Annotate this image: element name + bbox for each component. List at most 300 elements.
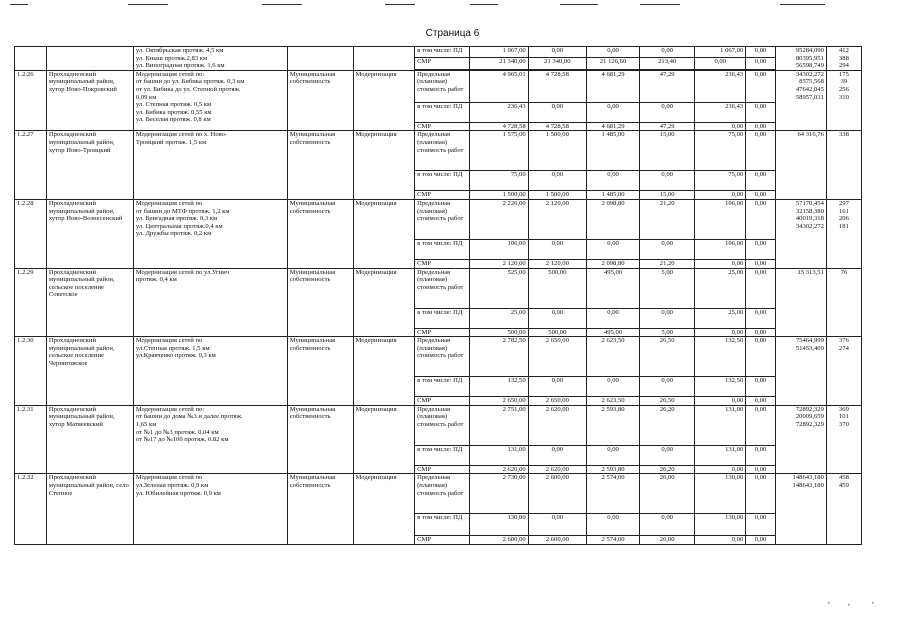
value-cell: 15,00	[640, 131, 695, 171]
table-row	[15, 268, 862, 308]
top-scan-mark	[470, 4, 498, 5]
value-cell: 25,00	[470, 308, 528, 328]
type-cell: Модернизация	[353, 337, 415, 406]
value-cell: 0,00	[746, 377, 776, 397]
value-cell: 495,00	[587, 268, 640, 308]
table-row	[15, 405, 862, 445]
row-number: 1.2.28	[15, 199, 47, 268]
text-line: ул. Дружбы протяж. 0,2 км	[135, 230, 212, 238]
row-label: в том числе: ПД	[415, 445, 470, 465]
num-cell	[826, 70, 861, 131]
value-cell: 0,00	[746, 405, 776, 445]
value-cell: 236,43	[695, 70, 746, 102]
top-scan-mark	[262, 4, 302, 5]
value-cell: 2 098,80	[587, 199, 640, 239]
value-cell: 5,00	[640, 268, 695, 308]
row-label: СМР	[415, 328, 470, 337]
text-line: от №1 до №3 протяж. 0.04 км	[135, 428, 219, 436]
text-line: 58957,031	[795, 93, 824, 101]
value-cell: 25,00	[695, 308, 746, 328]
text-line: Модернизация сетей по	[135, 337, 203, 345]
value-cell: 26,00	[640, 536, 695, 545]
value-cell: 0,00	[640, 445, 695, 465]
value-cell: 0,00	[587, 47, 640, 58]
value-cell: 25,00	[695, 268, 746, 308]
value-cell: 0,00	[746, 199, 776, 239]
row-label: Предельная (плановая) стоимость работ	[415, 70, 470, 102]
type-cell: Модернизация	[353, 405, 415, 474]
value-cell: 500,00	[528, 268, 586, 308]
code-cell	[775, 70, 826, 131]
value-cell: 4 681,29	[587, 70, 640, 102]
type-cell: Модернизация	[353, 268, 415, 337]
text-line: от башни до МТФ протяж. 1,2 км	[135, 207, 230, 215]
table-row	[15, 47, 862, 58]
value-cell: 131,00	[695, 445, 746, 465]
value-cell: 0,00	[695, 465, 746, 474]
value-cell: 0,00	[746, 268, 776, 308]
value-cell: 0,00	[746, 474, 776, 514]
text-line: 20009,659	[795, 413, 824, 421]
value-cell: 21 126,60	[587, 58, 640, 69]
value-cell: 132,50	[695, 377, 746, 397]
value-cell: 0,00	[746, 47, 776, 58]
value-cell: 47,29	[640, 122, 695, 131]
text-line: ул. Бригадная протяж. 0,3 км	[135, 215, 218, 223]
text-line: 148643,180	[792, 474, 824, 482]
code-cell	[775, 405, 826, 474]
value-cell: 0,00	[746, 259, 776, 268]
row-label: Предельная (плановая) стоимость работ	[415, 131, 470, 171]
num-cell	[826, 47, 861, 71]
value-cell: 1 500,00	[470, 191, 528, 200]
value-cell: 0,00	[640, 308, 695, 328]
text-line: Модернизация сетей по ул.Угнич	[135, 268, 230, 276]
ownership-cell: Муниципальная собственность	[287, 268, 353, 337]
value-cell: 2 623,50	[587, 397, 640, 406]
value-cell: 0,00	[528, 377, 586, 397]
text-line: 161	[838, 207, 849, 215]
text-line: 47642,045	[795, 85, 824, 93]
value-cell: 0,00	[746, 102, 776, 122]
value-cell: 0,00	[640, 102, 695, 122]
value-cell: 0,00	[695, 328, 746, 337]
text-line: 39	[840, 78, 848, 86]
top-scan-mark	[128, 4, 168, 5]
text-line: 72892,329	[795, 420, 824, 428]
text-line: ул.Кравченко протяж. 0,3 км	[135, 352, 216, 360]
value-cell: 1 500,00	[528, 191, 586, 200]
text-line: 459	[838, 481, 849, 489]
value-cell: 0,00	[746, 514, 776, 536]
value-cell: 26,50	[640, 397, 695, 406]
value-cell: 4 681,29	[587, 122, 640, 131]
text-line: 57170,454	[795, 199, 824, 207]
value-cell: 1 575,00	[470, 131, 528, 171]
row-label: Предельная (плановая) стоимость работ	[415, 337, 470, 377]
text-line: Троицкий протяж. 1,5 км	[135, 138, 207, 146]
text-line: 0,09 км	[135, 93, 157, 101]
value-cell: 130,00	[470, 514, 528, 536]
description-cell	[133, 405, 287, 474]
top-description	[133, 47, 287, 71]
value-cell: 2 600,00	[528, 536, 586, 545]
value-cell: 131,00	[695, 405, 746, 445]
value-cell: 2 593,80	[587, 405, 640, 445]
value-cell: 26,00	[640, 474, 695, 514]
value-cell: 75,00	[695, 131, 746, 171]
text-line: от башни до дома №3 и далее протяж.	[135, 413, 243, 421]
value-cell: 495,00	[587, 328, 640, 337]
code-cell	[775, 131, 826, 200]
text-line: ул.Степная протяж. 1,5 км	[135, 344, 210, 352]
value-cell: 2 600,00	[528, 474, 586, 514]
text-line: ул.Зеленая протяж. 0,9 км	[135, 481, 209, 489]
value-cell: 4 728,58	[470, 122, 528, 131]
value-cell: 2 600,00	[470, 536, 528, 545]
value-cell: 0,00	[695, 122, 746, 131]
row-label: в том числе: ПД	[415, 514, 470, 536]
value-cell: 0,00	[746, 171, 776, 191]
value-cell: 0,00	[695, 259, 746, 268]
top-scan-mark	[780, 4, 825, 5]
value-cell: 0,00	[528, 514, 586, 536]
value-cell: 4 965,01	[470, 70, 528, 102]
num-cell	[826, 337, 861, 406]
text-line: 32158,380	[795, 207, 824, 215]
value-cell: 0,00	[528, 47, 586, 58]
text-line: 256	[838, 85, 849, 93]
text-line: от №17 до №100 протяж. 0.82 км	[135, 436, 229, 444]
description-cell	[133, 70, 287, 131]
value-cell: 21 340,00	[528, 58, 586, 69]
row-label: СМР	[415, 397, 470, 406]
text-line: 56598,749	[795, 62, 824, 70]
text-line: 376	[838, 337, 849, 345]
value-cell: 0,00	[695, 191, 746, 200]
text-line: 15 313,51	[797, 268, 824, 276]
text-line: 181	[838, 222, 849, 230]
value-cell: 0,00	[746, 465, 776, 474]
value-cell: 106,00	[695, 199, 746, 239]
row-number: 1.2.31	[15, 405, 47, 474]
value-cell: 2 730,00	[470, 474, 528, 514]
value-cell: 0,00	[695, 536, 746, 545]
row-label: Предельная (плановая) стоимость работ	[415, 405, 470, 445]
text-line: 338	[838, 131, 849, 139]
type-cell: Модернизация	[353, 131, 415, 200]
value-cell: 0,00	[528, 171, 586, 191]
table-row	[15, 474, 862, 514]
value-cell: 0,00	[587, 377, 640, 397]
text-line: ул. Виноградная протяж. 1,6 км	[135, 62, 225, 70]
text-line: 297	[838, 199, 849, 207]
value-cell: 5,00	[640, 328, 695, 337]
value-cell: 0,00	[746, 58, 776, 69]
row-label: Предельная (плановая) стоимость работ	[415, 268, 470, 308]
value-cell: 2 620,00	[470, 465, 528, 474]
top-scan-mark	[10, 4, 28, 5]
ownership-cell: Муниципальная собственность	[287, 474, 353, 545]
value-cell: 2 120,00	[528, 199, 586, 239]
value-cell: 0,00	[587, 514, 640, 536]
description-cell	[133, 474, 287, 545]
row-label: в том числе: ПД	[415, 171, 470, 191]
value-cell: 1 485,00	[587, 191, 640, 200]
text-line: 34302,272	[795, 222, 824, 230]
value-cell: 15,00	[640, 191, 695, 200]
text-line: протяж. 0,4 км	[135, 276, 177, 284]
row-label: в том числе: ПД	[415, 239, 470, 259]
text-line: 8575,568	[799, 78, 824, 86]
row-label: СМР	[415, 465, 470, 474]
value-cell: 2 620,00	[528, 405, 586, 445]
description-cell	[133, 337, 287, 406]
code-cell	[775, 474, 826, 545]
text-line: от башни до ул. Бибика протяж. 0,3 км	[135, 78, 245, 86]
code-cell	[775, 337, 826, 406]
code-cell	[775, 268, 826, 337]
row-label: СМР	[415, 191, 470, 200]
value-cell: 131,00	[470, 445, 528, 465]
value-cell: 2 650,00	[528, 337, 586, 377]
type-cell: Модернизация	[353, 70, 415, 131]
value-cell: 236,43	[695, 102, 746, 122]
table-row	[15, 131, 862, 171]
row-number: 1.2.30	[15, 337, 47, 406]
value-cell: 2 593,80	[587, 465, 640, 474]
text-line: 64 316,76	[797, 131, 824, 139]
location-cell: Прохладненский муниципальный район, хутор Матвеевский	[46, 405, 133, 474]
description-cell	[133, 199, 287, 268]
text-line: ул. Кныш протяж.2,83 км	[135, 54, 208, 62]
text-line: ул. Октябрьская протяж. 4,5 км	[135, 47, 224, 54]
value-cell: 0,00	[587, 445, 640, 465]
row-label: в том числе: ПД	[415, 47, 470, 58]
top-scan-mark	[385, 4, 415, 5]
location-cell: Прохладненский муниципальный район, хутор Ново-Вознесенский	[46, 199, 133, 268]
value-cell: 0,00	[528, 308, 586, 328]
text-line: 75464,999	[795, 337, 824, 345]
scan-mark: ʹ	[848, 602, 850, 612]
value-cell: 0,00	[746, 191, 776, 200]
text-line: ул. Веселая протяж. 0,8 км	[135, 116, 211, 124]
text-line: 148643,180	[792, 481, 824, 489]
row-number: 1.2.32	[15, 474, 47, 545]
text-line: ул. Бибика протяж. 0,55 км	[135, 108, 212, 116]
ownership-cell: Муниципальная собственность	[287, 70, 353, 131]
row-number: 1.2.29	[15, 268, 47, 337]
table-row	[15, 70, 862, 102]
type-cell: Модернизация	[353, 474, 415, 545]
value-cell: 0,00	[746, 122, 776, 131]
location-cell: Прохладненский муниципальный район, сельское поселение Советское	[46, 268, 133, 337]
value-cell: 0,00	[587, 171, 640, 191]
text-line: 369	[838, 405, 849, 413]
value-cell: 500,00	[528, 328, 586, 337]
row-label: в том числе: ПД	[415, 102, 470, 122]
value-cell: 2 650,00	[528, 397, 586, 406]
value-cell: 75,00	[695, 171, 746, 191]
value-cell: 130,00	[695, 474, 746, 514]
value-cell: 0,00	[746, 131, 776, 171]
location-cell: Прохладненский муниципальный район, село Степное	[46, 474, 133, 545]
row-label: СМР	[415, 58, 470, 69]
value-cell: 1 485,00	[587, 131, 640, 171]
text-line: 95284,090	[795, 47, 824, 54]
text-line: 310	[838, 93, 849, 101]
text-line: 76	[840, 268, 848, 276]
row-label: Предельная (плановая) стоимость работ	[415, 474, 470, 514]
value-cell: 47,29	[640, 70, 695, 102]
table-row	[15, 199, 862, 239]
text-line: 1,65 км	[135, 420, 157, 428]
text-line: Модернизация сетей по	[135, 199, 203, 207]
value-cell: 525,00	[470, 268, 528, 308]
value-cell: 2 120,00	[528, 259, 586, 268]
value-cell: 213,40	[640, 58, 695, 69]
value-cell: 0,00	[746, 536, 776, 545]
value-cell: 106,00	[695, 239, 746, 259]
location-cell: Прохладненский муниципальный район, хутор Ново-Покровский	[46, 70, 133, 131]
value-cell: 2 574,00	[587, 474, 640, 514]
value-cell: 2 226,00	[470, 199, 528, 239]
value-cell: 0,00	[640, 171, 695, 191]
value-cell: 500,00	[470, 328, 528, 337]
value-cell: 75,00	[470, 171, 528, 191]
row-number: 1.2.26	[15, 70, 47, 131]
value-cell: 1 500,00	[528, 131, 586, 171]
value-cell: 0,00	[746, 328, 776, 337]
value-cell: 0,00	[746, 397, 776, 406]
text-line: 206	[838, 215, 849, 223]
num-cell	[826, 474, 861, 545]
text-line: 294	[838, 62, 849, 70]
text-line: 274	[838, 344, 849, 352]
ownership-cell: Муниципальная собственность	[287, 405, 353, 474]
value-cell: 21 340,00	[470, 58, 528, 69]
text-line: 175	[838, 70, 849, 78]
value-cell: 0,00	[587, 239, 640, 259]
text-line: 370	[838, 420, 849, 428]
value-cell: 0,00	[746, 337, 776, 377]
value-cell: 26,20	[640, 405, 695, 445]
value-cell: 0,00	[640, 239, 695, 259]
page-title: Страница 6	[425, 28, 480, 39]
num-cell	[826, 405, 861, 474]
value-cell: 4 728,58	[528, 122, 586, 131]
value-cell: 4 728,58	[528, 70, 586, 102]
value-cell: 0,00	[528, 445, 586, 465]
value-cell: 0,00	[746, 70, 776, 102]
text-line: 51453,409	[795, 344, 824, 352]
value-cell: 132,50	[470, 377, 528, 397]
text-line: 80395,951	[795, 54, 824, 62]
text-line: 458	[838, 474, 849, 482]
text-line: 101	[838, 413, 849, 421]
value-cell: 0,00	[587, 102, 640, 122]
value-cell: 132,50	[695, 337, 746, 377]
text-line: Модернизация сетей по	[135, 474, 203, 482]
value-cell: 0,00	[587, 308, 640, 328]
scan-mark: ʹ	[828, 600, 830, 610]
value-cell: 1 067,00	[695, 47, 746, 58]
value-cell: 26,50	[640, 337, 695, 377]
value-cell: 2 120,00	[470, 259, 528, 268]
value-cell: 236,43	[470, 102, 528, 122]
location-cell: Прохладненский муниципальный район, хутор Ново-Троицкий	[46, 131, 133, 200]
code-cell	[775, 199, 826, 268]
value-cell: 130,00	[695, 514, 746, 536]
text-line: Модернизация сетей по х. Ново-	[135, 131, 228, 139]
text-line: 34302,272	[795, 70, 824, 78]
location-cell: Прохладненский муниципальный район, сельское поселение Черниговское	[46, 337, 133, 406]
top-scan-mark	[640, 4, 680, 5]
ownership-cell: Муниципальная собственность	[287, 199, 353, 268]
value-cell: 2 751,00	[470, 405, 528, 445]
value-cell: 2 782,50	[470, 337, 528, 377]
row-number: 1.2.27	[15, 131, 47, 200]
value-cell: 0,00	[746, 308, 776, 328]
text-line: Модернизация сетей по:	[135, 405, 205, 413]
text-line: ул. Центральная протяж.0,4 км	[135, 222, 223, 230]
text-line: ул. Степная протяж. 0,5 км	[135, 101, 212, 109]
text-line: 388	[838, 54, 849, 62]
value-cell: 0,00	[746, 445, 776, 465]
ownership-cell: Муниципальная собственность	[287, 337, 353, 406]
value-cell: 2 574,00	[587, 536, 640, 545]
value-cell: 0,00	[695, 397, 746, 406]
table-row	[15, 337, 862, 377]
row-label: в том числе: ПД	[415, 308, 470, 328]
text-line: Модернизация сетей по:	[135, 70, 205, 78]
row-label: в том числе: ПД	[415, 377, 470, 397]
type-cell: Модернизация	[353, 199, 415, 268]
num-cell	[826, 268, 861, 337]
value-cell: 0,00	[528, 239, 586, 259]
description-cell	[133, 131, 287, 200]
row-label: СМР	[415, 122, 470, 131]
top-scan-mark	[560, 4, 598, 5]
value-cell: 21,20	[640, 259, 695, 268]
value-cell: 0,00	[528, 102, 586, 122]
value-cell: 0,00	[640, 377, 695, 397]
text-line: 72892,329	[795, 405, 824, 413]
row-label: СМР	[415, 259, 470, 268]
code-cell	[775, 47, 826, 71]
value-cell: 0,00	[640, 514, 695, 536]
value-cell: 0,00	[640, 47, 695, 58]
value-cell: 1 067,00	[470, 47, 528, 58]
value-cell: 0,00	[695, 58, 746, 69]
value-cell: 21,20	[640, 199, 695, 239]
value-cell: 0,00	[746, 239, 776, 259]
description-cell	[133, 268, 287, 337]
text-line: 40019,318	[795, 215, 824, 223]
scan-mark: ʹ	[872, 600, 874, 610]
text-line: от ул. Бибика до ул. Степной протяж.	[135, 85, 241, 93]
value-cell: 2 620,00	[528, 465, 586, 474]
value-cell: 2 623,50	[587, 337, 640, 377]
row-label: СМР	[415, 536, 470, 545]
value-cell: 106,00	[470, 239, 528, 259]
value-cell: 2 650,00	[470, 397, 528, 406]
data-table	[14, 46, 862, 545]
text-line: ул. Юбилейная протяж. 0,9 км	[135, 489, 221, 497]
num-cell	[826, 199, 861, 268]
row-label: Предельная (плановая) стоимость работ	[415, 199, 470, 239]
num-cell	[826, 131, 861, 200]
